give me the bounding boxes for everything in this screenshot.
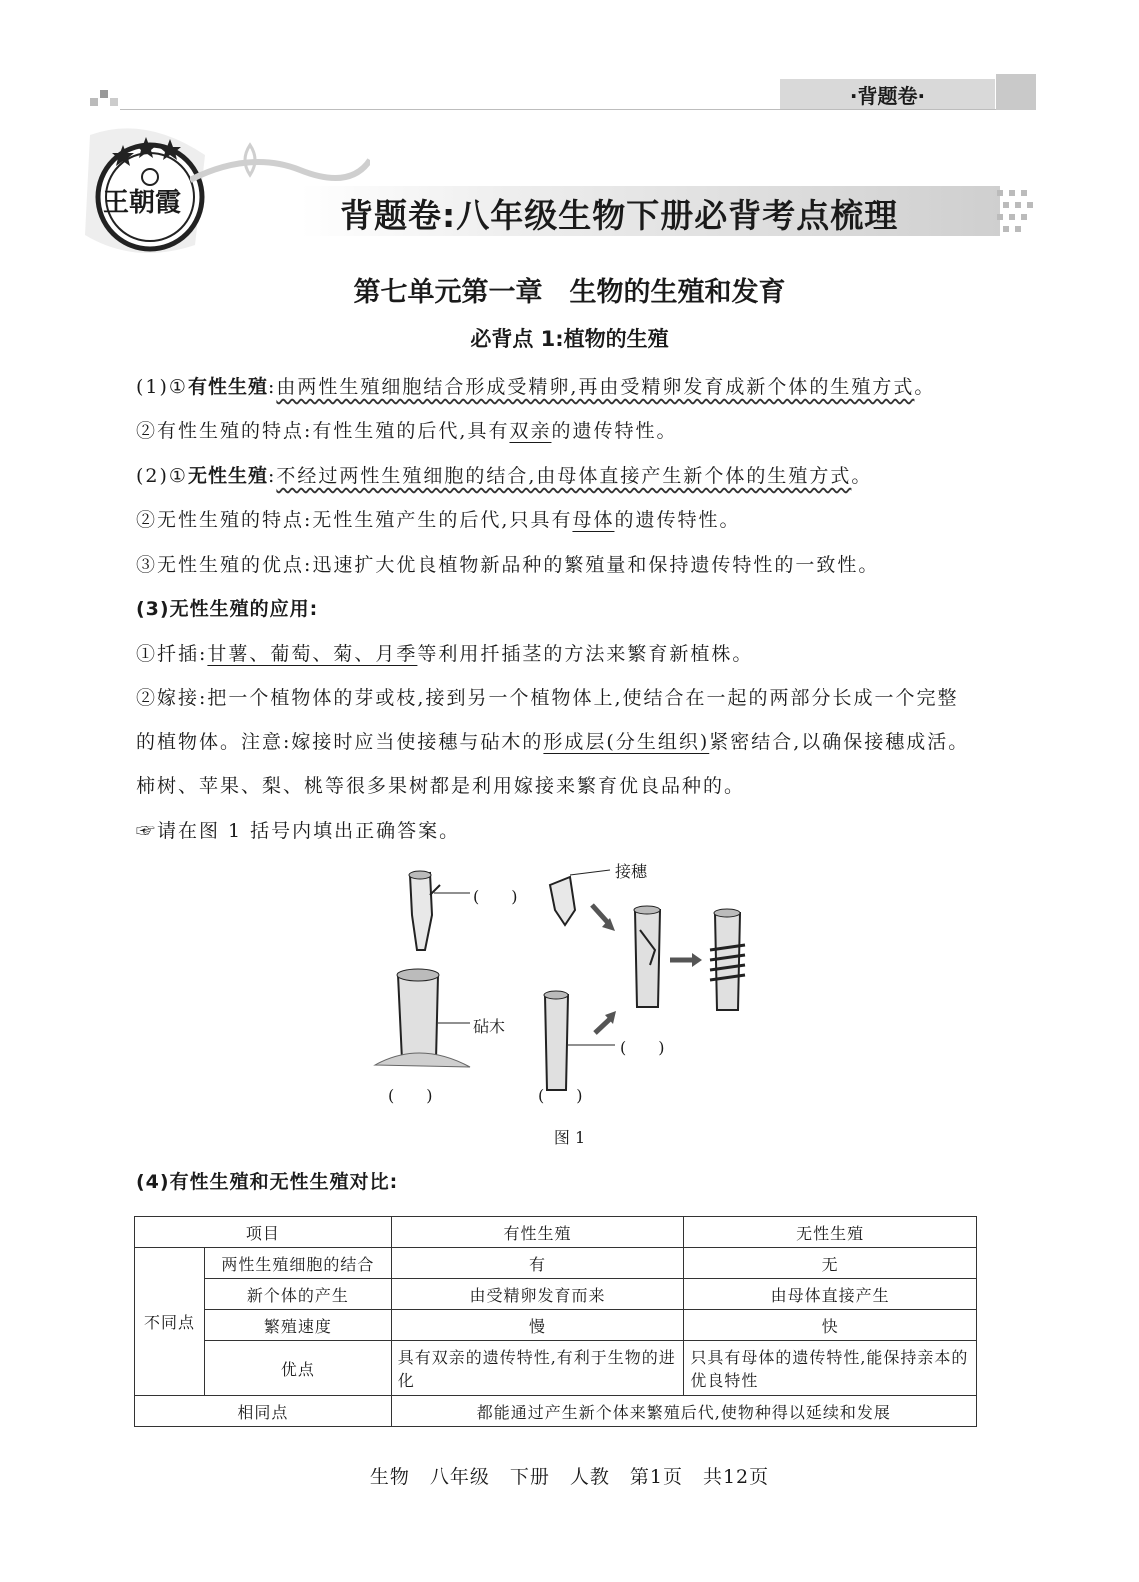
table-row	[135, 1396, 977, 1427]
underlined-answer: 母体	[572, 509, 615, 531]
line-grafting-note	[136, 727, 969, 754]
line-grafting: ②嫁接:把一个植物体的芽或枝,接到另一个植物体上,使结合在一起的两部分长成一个完整	[136, 687, 959, 709]
period: 。	[914, 376, 936, 398]
table-row	[135, 1310, 977, 1341]
period: 。	[851, 465, 873, 487]
same-label: 相同点	[135, 1396, 392, 1427]
header-tab-block	[996, 74, 1036, 110]
underlined-answer: 甘薯、葡萄、菊、月季	[207, 643, 418, 665]
blank-scion-label: ( )	[473, 887, 518, 906]
title-dots-decoration-icon	[995, 186, 1035, 236]
line-comparison-heading: (4)有性生殖和无性生殖对比:	[136, 1171, 399, 1193]
line-sexual-feature	[136, 416, 677, 443]
blank-right-label: ( )	[620, 1038, 665, 1057]
row-asexual: 只具有母体的遗传特性,能保持亲本的优良特性	[684, 1341, 977, 1396]
figure-caption: 图 1	[553, 1128, 586, 1147]
term-asexual: 无性生殖	[187, 465, 268, 487]
line-cutting	[136, 639, 753, 666]
row-item: 优点	[204, 1341, 391, 1396]
text: 紧密结合,以确保接穗成活。	[709, 731, 970, 753]
underlined-answer: 双亲	[509, 420, 552, 442]
line-asexual-def	[136, 461, 872, 488]
line-sexual-def	[136, 372, 935, 399]
table-row	[135, 1279, 977, 1310]
chapter-heading: 第七单元第一章 生物的生殖和发育	[353, 277, 786, 308]
definition-asexual: 不经过两性生殖细胞的结合,由母体直接产生新个体的生殖方式	[276, 465, 852, 487]
logo-brand-text: 王朝霞	[103, 188, 182, 218]
definition-sexual: 由两性生殖细胞结合形成受精卵,再由受精卵发育成新个体的生殖方式	[276, 376, 915, 398]
group-label: 不同点	[135, 1248, 205, 1396]
header-tab-label: ·背题卷·	[849, 83, 926, 108]
grafting-figure	[370, 855, 770, 1115]
header-rule	[120, 109, 1036, 110]
row-sexual: 具有双亲的遗传特性,有利于生物的进化	[391, 1341, 684, 1396]
row-asexual: 由母体直接产生	[684, 1279, 977, 1310]
line-instruction	[136, 816, 460, 843]
table-row	[135, 1248, 977, 1279]
text: 的植物体。注意:嫁接时应当使接穗与砧木的	[136, 731, 544, 753]
text: 等利用扦插茎的方法来繁育新植株。	[417, 643, 754, 665]
underlined-answer: 形成层(分生组织)	[543, 731, 710, 753]
grafting-diagram-illustration	[370, 855, 770, 1115]
pointing-hand-icon: ☞	[136, 820, 158, 842]
text: 的遗传特性。	[614, 509, 741, 531]
text: ②无性生殖的特点:无性生殖产生的后代,只具有	[136, 509, 573, 531]
text: ②有性生殖的特点:有性生殖的后代,具有	[136, 420, 510, 442]
text: ①扦插:	[136, 643, 208, 665]
row-asexual: 无	[684, 1248, 977, 1279]
comparison-table	[134, 1216, 977, 1427]
line-prefix: (2)①	[136, 465, 188, 487]
row-item: 繁殖速度	[204, 1310, 391, 1341]
section-heading: 必背点 1:植物的生殖	[470, 327, 669, 351]
colon: :	[267, 465, 277, 487]
blank-middle-bottom-label: ( )	[538, 1086, 583, 1105]
colon: :	[267, 376, 277, 398]
scion-label: 接穗	[615, 862, 648, 881]
row-sexual: 有	[391, 1248, 684, 1279]
same-value: 都能通过产生新个体来繁殖后代,使物种得以延续和发展	[391, 1396, 976, 1427]
line-application-heading: (3)无性生殖的应用:	[136, 598, 319, 620]
line-asexual-advantage: ③无性生殖的优点:迅速扩大优良植物新品种的繁殖量和保持遗传特性的一致性。	[136, 554, 880, 576]
line-fruit-trees: 柿树、苹果、梨、桃等很多果树都是利用嫁接来繁育优良品种的。	[136, 775, 746, 797]
header-item: 项目	[135, 1217, 392, 1248]
text: 的遗传特性。	[551, 420, 678, 442]
table-header-row	[135, 1217, 977, 1248]
table-row	[135, 1341, 977, 1396]
page-footer: 生物 八年级 下册 人教 第1页 共12页	[369, 1466, 770, 1488]
line-prefix: (1)①	[136, 376, 188, 398]
line-asexual-feature	[136, 505, 740, 532]
header-sexual: 有性生殖	[391, 1217, 684, 1248]
row-item: 新个体的产生	[204, 1279, 391, 1310]
term-sexual: 有性生殖	[187, 376, 268, 398]
text: 请在图 1 括号内填出正确答案。	[157, 820, 461, 842]
header-asexual: 无性生殖	[684, 1217, 977, 1248]
page-title: 背题卷:八年级生物下册必背考点梳理	[340, 196, 899, 235]
blank-left-bottom-label: ( )	[388, 1086, 433, 1105]
rootstock-label: 砧木	[473, 1017, 506, 1036]
row-asexual: 快	[684, 1310, 977, 1341]
row-sexual: 慢	[391, 1310, 684, 1341]
header-tab	[780, 79, 995, 109]
row-sexual: 由受精卵发育而来	[391, 1279, 684, 1310]
row-item: 两性生殖细胞的结合	[204, 1248, 391, 1279]
